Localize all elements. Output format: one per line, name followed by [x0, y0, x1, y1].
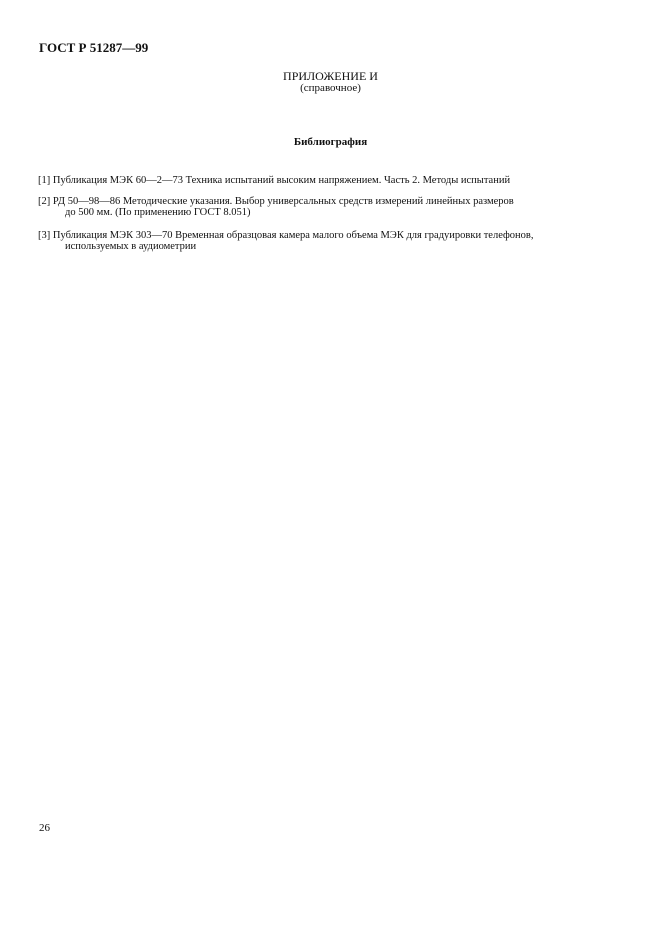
reference-item	[38, 196, 628, 218]
appendix-title: ПРИЛОЖЕНИЕ И	[283, 69, 378, 83]
document-code: ГОСТ Р 51287—99	[39, 40, 149, 55]
page-number: 26	[39, 822, 50, 834]
reference-line: до 500 мм. (По применению ГОСТ 8.051)	[65, 207, 251, 218]
reference-item	[38, 230, 628, 252]
reference-line: [3] Публикация МЭК 303—70 Временная образцовая камера малого объема МЭК для градуировки телефонов,	[38, 230, 534, 241]
reference-line: [2] РД 50—98—86 Методические указания. Выбор универсальных средств измерений линейных размеров	[38, 196, 514, 207]
reference-item	[38, 175, 628, 186]
reference-line: [1] Публикация МЭК 60—2—73 Техника испытаний высоким напряжением. Часть 2. Методы испытаний	[38, 175, 511, 186]
reference-line: используемых в аудиометрии	[65, 241, 197, 252]
section-title: Библиография	[293, 136, 368, 148]
appendix-subtitle: (справочное)	[300, 82, 361, 94]
